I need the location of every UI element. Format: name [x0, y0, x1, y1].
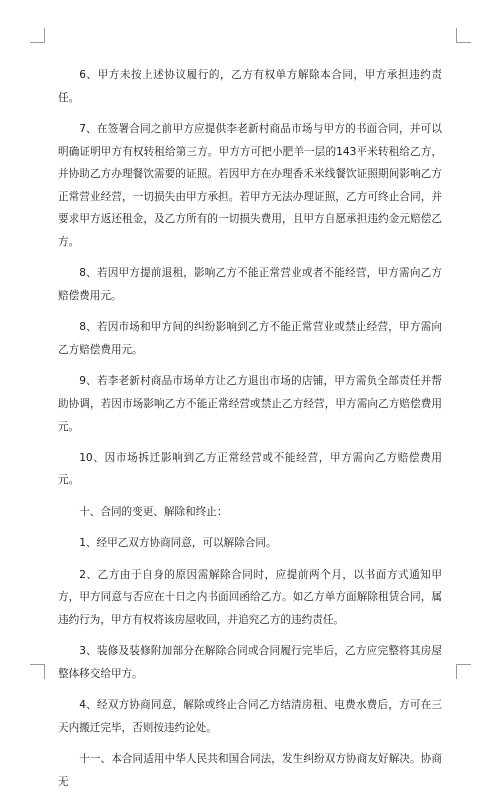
document-body	[58, 64, 442, 802]
paragraph-item-3: 3、装修及装修附加部分在解除合同或合同履行完毕后，乙方应完整将其房屋整体移交给甲方。	[58, 645, 442, 680]
paragraph-clause-10: 10、因市场拆迁影响到乙方正常经营或不能经营，甲方需向乙方赔偿费用元。	[58, 451, 442, 487]
paragraph-item-4: 4、经双方协商同意，解除或终止合同乙方结清房租、电费水费后，方可在三天内搬迁完毕，否则按违约论处。	[58, 699, 442, 734]
paragraph-item-2: 2、乙方由于自身的原因需解除合同时，应提前两个月，以书面方式通知甲方，甲方同意与否应在十日之内书面回函给乙方。如乙方单方面解除租赁合同，属违约行为，甲方有权将该房屋收回，并追究乙方的违约责任。	[58, 568, 442, 626]
paragraph-clause-8-market-dispute: 8、若因市场和甲方间的纠纷影响到乙方不能正常营业或禁止经营，甲方需向乙方赔偿费用元。	[58, 321, 442, 356]
crop-mark-top-left	[30, 28, 45, 43]
paragraph-clause-6: 6、甲方未按上述协议履行的，乙方有权单方解除本合同，甲方承担违约责任。	[58, 69, 442, 104]
section-heading-eleven: 十一、本合同适用中华人民共和国合同法，发生纠纷双方协商友好解决。协商无	[58, 753, 442, 788]
paragraph-clause-9: 9、若李老新村商品市场单方让乙方退出市场的店铺，甲方需负全部责任并帮助协调，若因市场影响乙方不能正常经营或禁止乙方经营，甲方需向乙方赔偿费用元。	[58, 375, 442, 433]
crop-mark-bottom-right	[456, 664, 471, 679]
paragraph-clause-8-early-termination: 8、若因甲方提前退租，影响乙方不能正常营业或者不能经营，甲方需向乙方赔偿费用元。	[58, 267, 442, 302]
section-heading-ten: 十、合同的变更、解除和终止：	[79, 505, 228, 518]
crop-mark-top-right	[456, 28, 471, 43]
paragraph-item-1: 1、经甲乙双方协商同意，可以解除合同。	[79, 537, 277, 550]
crop-mark-bottom-left	[30, 664, 45, 679]
paragraph-clause-7: 7、在签署合同之前甲方应提供李老新村商品市场与甲方的书面合同，并可以明确证明甲方有权转租给第三方。甲方方可把小肥羊一层的143平米转租给乙方，并协助乙方办理餐饮需要的证照。若因甲方在办理香禾米线餐饮证照期间影响乙方正常营业经营，一切损失由甲方承担。若甲方无法办理证照，乙方可终止合同，并要求甲方返还租金，及乙方所有的一切损失费用，且甲方自愿承担违约金元赔偿乙方。	[58, 122, 442, 248]
